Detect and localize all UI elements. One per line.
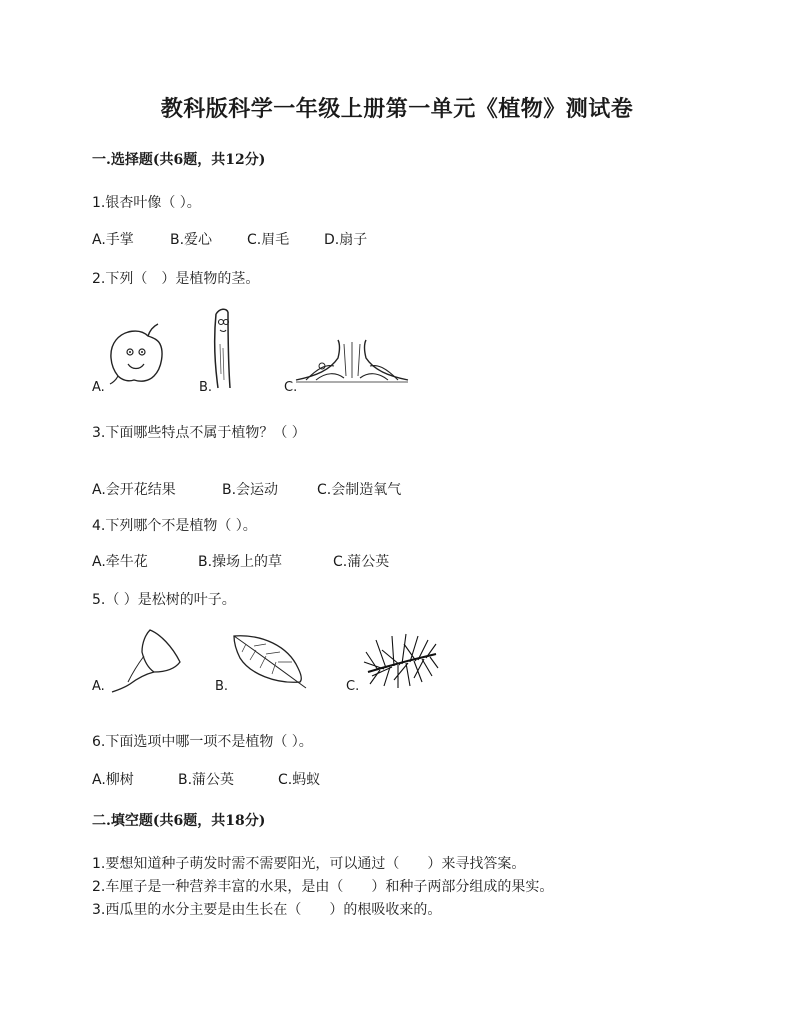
page-title: 教科版科学一年级上册第一单元《植物》测试卷 [160,96,634,122]
question-2-option-c: C. [284,380,298,395]
option-d: D.扇子 [324,232,368,248]
question-5: 5.（ ）是松树的叶子。 [92,592,236,608]
option-b: B.操场上的草 [198,554,283,570]
option-c: C.蚂蚁 [278,772,321,788]
section-heading-fill: 二.填空题(共6题，共18分) [92,813,266,829]
fill-question-2: 2.车厘子是一种营养丰富的水果，是由（ ）和种子两部分组成的果实。 [92,879,554,895]
question-6: 6.下面选项中哪一项不是植物（ ）。 [92,734,313,750]
question-2: 2.下列（ ）是植物的茎。 [92,271,260,287]
question-1-options [92,229,367,249]
option-c: C.眉毛 [247,232,290,248]
option-a: A.柳树 [92,772,134,788]
stem-icon [208,304,238,388]
tree-roots-icon [296,340,408,384]
question-5-option-c: C. [346,679,360,694]
question-4-options [92,551,389,571]
question-2-option-b: B. [199,380,213,395]
option-a: A.牵牛花 [92,554,148,570]
option-b: B.爱心 [170,232,213,248]
question-1: 1.银杏叶像（ ）。 [92,195,201,211]
fill-question-1: 1.要想知道种子萌发时需不需要阳光，可以通过（ ）来寻找答案。 [92,856,526,872]
option-c: C.会制造氧气 [317,482,402,498]
question-4: 4.下列哪个不是植物（ ）。 [92,518,257,534]
option-b: B.蒲公英 [178,772,235,788]
question-2-option-a: A. [92,380,105,395]
option-b: B.会运动 [222,482,279,498]
question-3: 3.下面哪些特点不属于植物？（ ） [92,425,306,441]
fill-question-3: 3.西瓜里的水分主要是由生长在（ ）的根吸收来的。 [92,902,442,918]
question-5-option-b: B. [215,679,229,694]
pine-needles-icon [364,632,438,688]
question-3-options [92,479,401,499]
cartoon-leaf-icon [104,322,166,384]
option-a: A.手掌 [92,232,134,248]
ginkgo-leaf-icon [108,628,186,692]
option-a: A.会开花结果 [92,482,176,498]
question-5-option-a: A. [92,679,105,694]
question-6-options [92,769,320,789]
option-c: C.蒲公英 [333,554,390,570]
section-heading-choice: 一.选择题(共6题，共12分) [92,152,266,168]
oval-leaf-icon [232,634,306,688]
